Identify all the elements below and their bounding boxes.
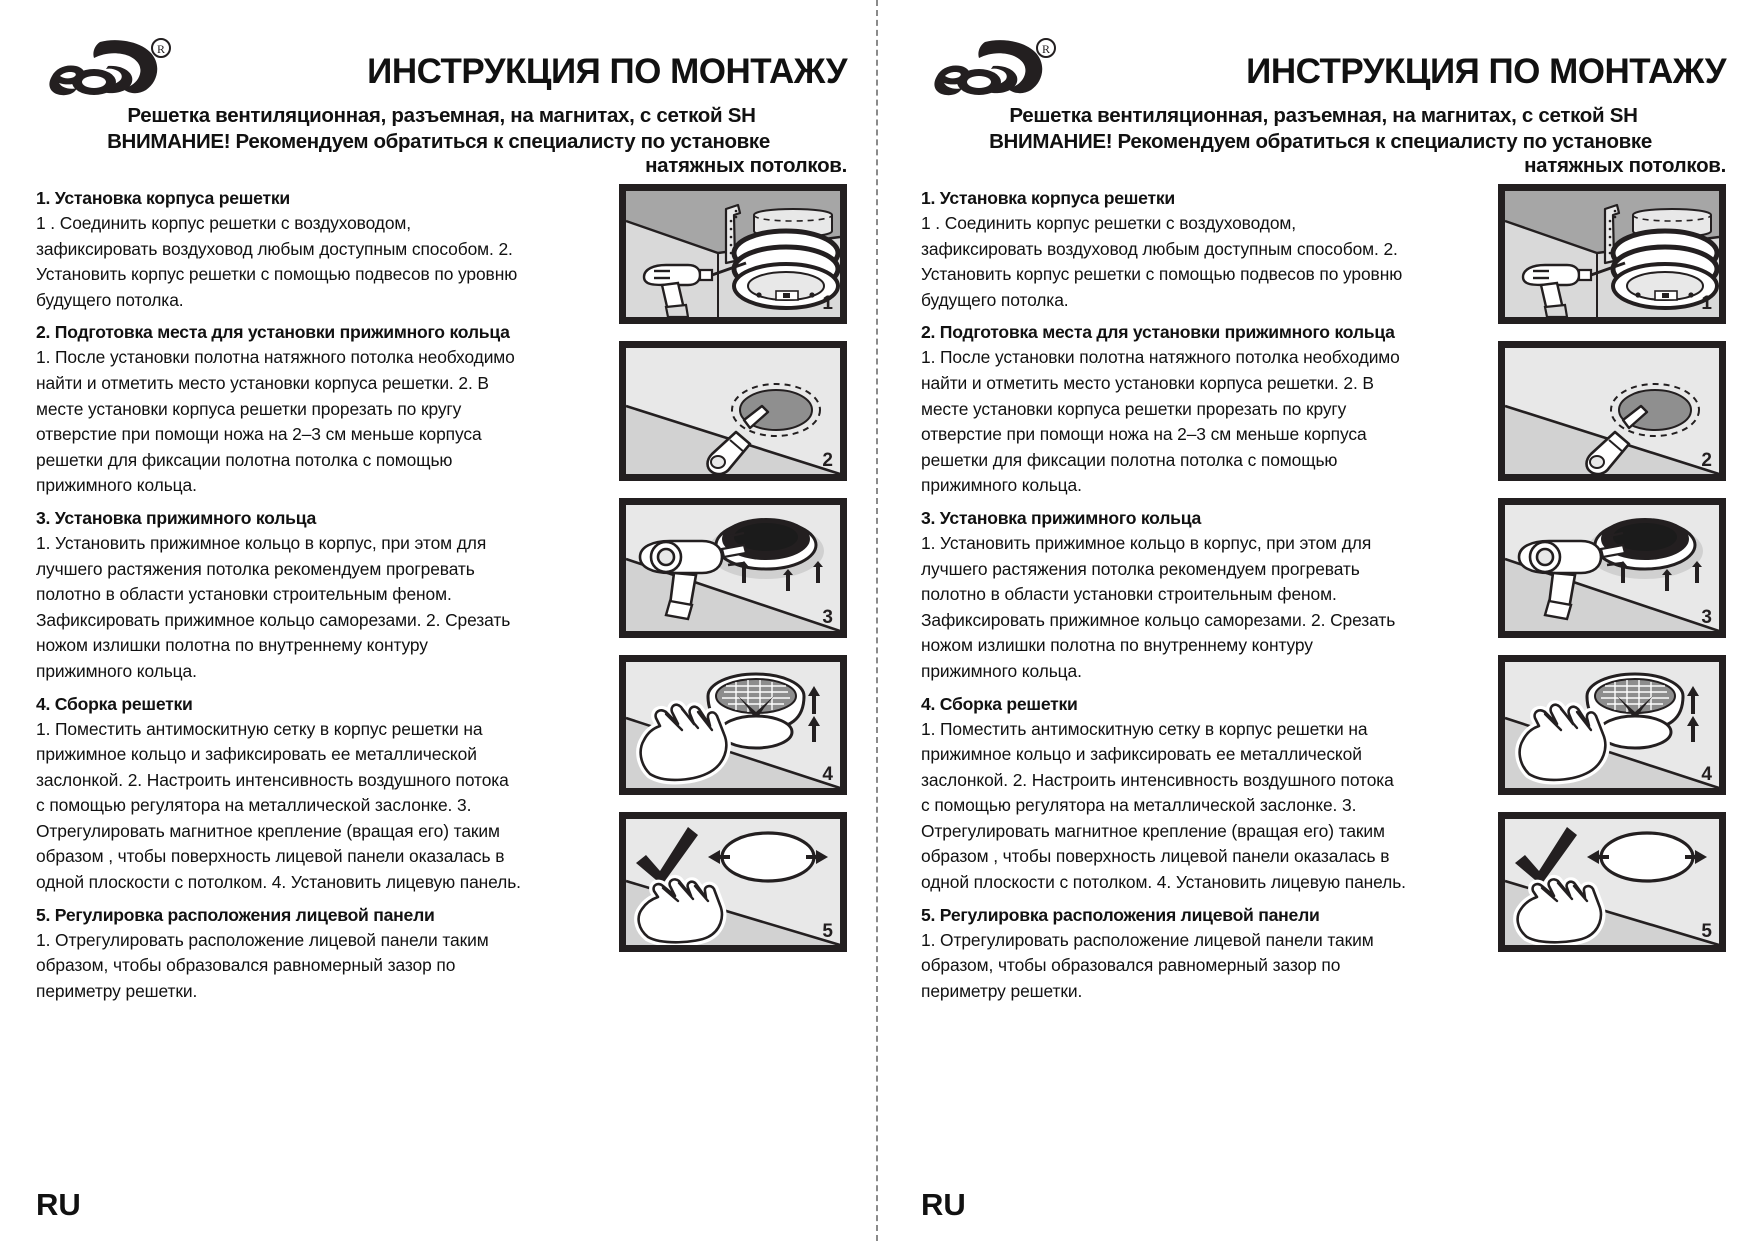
cut-line-divider xyxy=(876,0,878,1241)
warning-line-2-right: натяжных потолков. xyxy=(1524,154,1726,177)
language-code-left: RU xyxy=(36,1187,81,1222)
step-heading-3-right: 3. Установка прижимного кольца xyxy=(921,507,1202,528)
warning-line-2: натяжных потолков. xyxy=(645,154,847,177)
panel-number-5: 5 xyxy=(822,921,833,942)
step-heading-1: 1. Установка корпуса решетки xyxy=(36,188,290,208)
step-heading-4-right: 4. Сборка решетки xyxy=(921,693,1078,714)
knife-cutting-circular-hole-icon xyxy=(626,348,840,474)
step-heading-5-right: 5. Регулировка расположения лицевой панели xyxy=(921,904,1320,925)
illustration-panel-1-right xyxy=(1498,184,1726,324)
panel-number-4-right: 4 xyxy=(1701,764,1712,785)
step-body-2: 1. После установки полотна натяжного потолка необходимо найти и отметить место установки корпуса решетки. 2. В месте установки корпуса решетки прорезать по кругу отверстие при помощи ножа на 2–3 см меньше корпуса решетки для фиксации полотна потолка с помощью прижимного кольца. xyxy=(36,347,515,496)
step-body-1-right: 1 . Соединить корпус решетки с воздуховодом, зафиксировать воздуховод любым доступным способом. 2. Установить корпус решетки с помощью подвесов по уровню будущего потолка. xyxy=(921,213,1403,310)
illustration-panel-4-right xyxy=(1498,655,1726,795)
page-title-right: ИНСТРУКЦИЯ ПО МОНТАЖУ xyxy=(1246,52,1726,91)
illustration-panel-2-right xyxy=(1498,341,1726,481)
warning-line-1: ВНИМАНИЕ! Рекомендуем обратиться к специалисту по установке xyxy=(107,130,770,153)
step-body-3: 1. Установить прижимное кольцо в корпус, при этом для лучшего растяжения потолка рекомендуем прогревать полотно в области установки строительным феном. Зафиксировать прижимное кольцо саморезами. 2. Срезать ножом излишки полотна по внутреннему контуру прижимного кольца. xyxy=(36,532,511,681)
heat-gun-and-pressure-ring-icon xyxy=(626,505,840,631)
step-heading-3: 3. Установка прижимного кольца xyxy=(36,507,317,528)
illustration-panel-column-right xyxy=(1498,184,1726,969)
instruction-copy-right xyxy=(877,0,1754,1241)
panel-number-3: 3 xyxy=(822,607,833,628)
panel-number-1: 1 xyxy=(822,293,833,314)
warning-line-1-right: ВНИМАНИЕ! Рекомендуем обратиться к специалисту по установке xyxy=(989,130,1652,153)
era-logo xyxy=(42,32,192,102)
drill-mounting-grille-body-icon xyxy=(626,191,840,317)
page-title: ИНСТРУКЦИЯ ПО МОНТАЖУ xyxy=(367,52,847,91)
step-heading-2: 2. Подготовка места для установки прижимного кольца xyxy=(36,322,510,343)
illustration-panel-5 xyxy=(619,812,847,952)
instruction-text-column xyxy=(36,188,521,1004)
svg-text:R: R xyxy=(1041,42,1051,56)
illustration-panel-5-right xyxy=(1498,812,1726,952)
era-logo-right xyxy=(927,32,1077,102)
panel-number-2-right: 2 xyxy=(1701,450,1712,471)
drill-mounting-grille-body-icon xyxy=(1505,191,1719,317)
step-body-5: 1. Отрегулировать расположение лицевой панели таким образом, чтобы образовался равномерный зазор по периметру решетки. xyxy=(36,929,489,1001)
step-heading-2-right: 2. Подготовка места для установки прижимного кольца xyxy=(921,322,1395,343)
step-body-2-right: 1. После установки полотна натяжного потолка необходимо найти и отметить место установки корпуса решетки. 2. В месте установки корпуса решетки прорезать по кругу отверстие при помощи ножа на 2–3 см меньше корпуса решетки для фиксации полотна потолка с помощью прижимного кольца. xyxy=(921,347,1400,496)
step-body-5-right: 1. Отрегулировать расположение лицевой панели таким образом, чтобы образовался равномерный зазор по периметру решетки. xyxy=(921,929,1374,1001)
content-body xyxy=(36,188,847,1004)
panel-number-5-right: 5 xyxy=(1701,921,1712,942)
step-body-3-right: 1. Установить прижимное кольцо в корпус, при этом для лучшего растяжения потолка рекомендуем прогревать полотно в области установки строительным феном. Зафиксировать прижимное кольцо саморезами. 2. Срезать ножом излишки полотна по внутреннему контуру прижимного кольца. xyxy=(921,532,1396,681)
panel-number-2: 2 xyxy=(822,450,833,471)
page-subtitle: Решетка вентиляционная, разъемная, на магнитах, с сеткой SH xyxy=(127,104,756,127)
step-heading-4: 4. Сборка решетки xyxy=(36,693,193,714)
illustration-panel-3 xyxy=(619,498,847,638)
step-body-1: 1 . Соединить корпус решетки с воздуховодом, зафиксировать воздуховод любым доступным способом. 2. Установить корпус решетки с помощью подвесов по уровню будущего потолка. xyxy=(36,213,518,310)
illustration-panel-4 xyxy=(619,655,847,795)
header xyxy=(36,26,847,177)
checkmark-face-panel-alignment-icon xyxy=(626,819,840,945)
panel-number-3-right: 3 xyxy=(1701,607,1712,628)
step-heading-5: 5. Регулировка расположения лицевой панели xyxy=(36,904,435,925)
hand-assembling-grille-mesh-icon xyxy=(626,662,840,788)
hand-assembling-grille-mesh-icon xyxy=(1505,662,1719,788)
content-body-right xyxy=(921,188,1726,1004)
step-heading-1-right: 1. Установка корпуса решетки xyxy=(921,188,1175,208)
illustration-panel-3-right xyxy=(1498,498,1726,638)
illustration-panel-2 xyxy=(619,341,847,481)
checkmark-face-panel-alignment-icon xyxy=(1505,819,1719,945)
instruction-text-column-right xyxy=(921,188,1406,1004)
heat-gun-and-pressure-ring-icon xyxy=(1505,505,1719,631)
illustration-panel-column xyxy=(619,184,847,969)
svg-text:R: R xyxy=(156,42,166,56)
header-right xyxy=(921,26,1726,177)
knife-cutting-circular-hole-icon xyxy=(1505,348,1719,474)
page-subtitle-right: Решетка вентиляционная, разъемная, на магнитах, с сеткой SH xyxy=(1009,104,1638,127)
step-body-4-right: 1. Поместить антимоскитную сетку в корпус решетки на прижимное кольцо и зафиксировать ее металлической заслонкой. 2. Настроить интенсивность воздушного потока с помощью регулятора на металлической заслонке. 3. Отрегулировать магнитное крепление (вращая его) таким образом , чтобы поверхность лицевой панели оказалась в одной плоскости с потолком. 4. Установить лицевую панель. xyxy=(921,718,1406,893)
illustration-panel-1 xyxy=(619,184,847,324)
step-body-4: 1. Поместить антимоскитную сетку в корпус решетки на прижимное кольцо и зафиксировать ее металлической заслонкой. 2. Настроить интенсивность воздушного потока с помощью регулятора на металлической заслонке. 3. Отрегулировать магнитное крепление (вращая его) таким образом , чтобы поверхность лицевой панели оказалась в одной плоскости с потолком. 4. Установить лицевую панель. xyxy=(36,718,521,893)
panel-number-4: 4 xyxy=(822,764,833,785)
language-code-right: RU xyxy=(921,1187,966,1222)
panel-number-1-right: 1 xyxy=(1701,293,1712,314)
